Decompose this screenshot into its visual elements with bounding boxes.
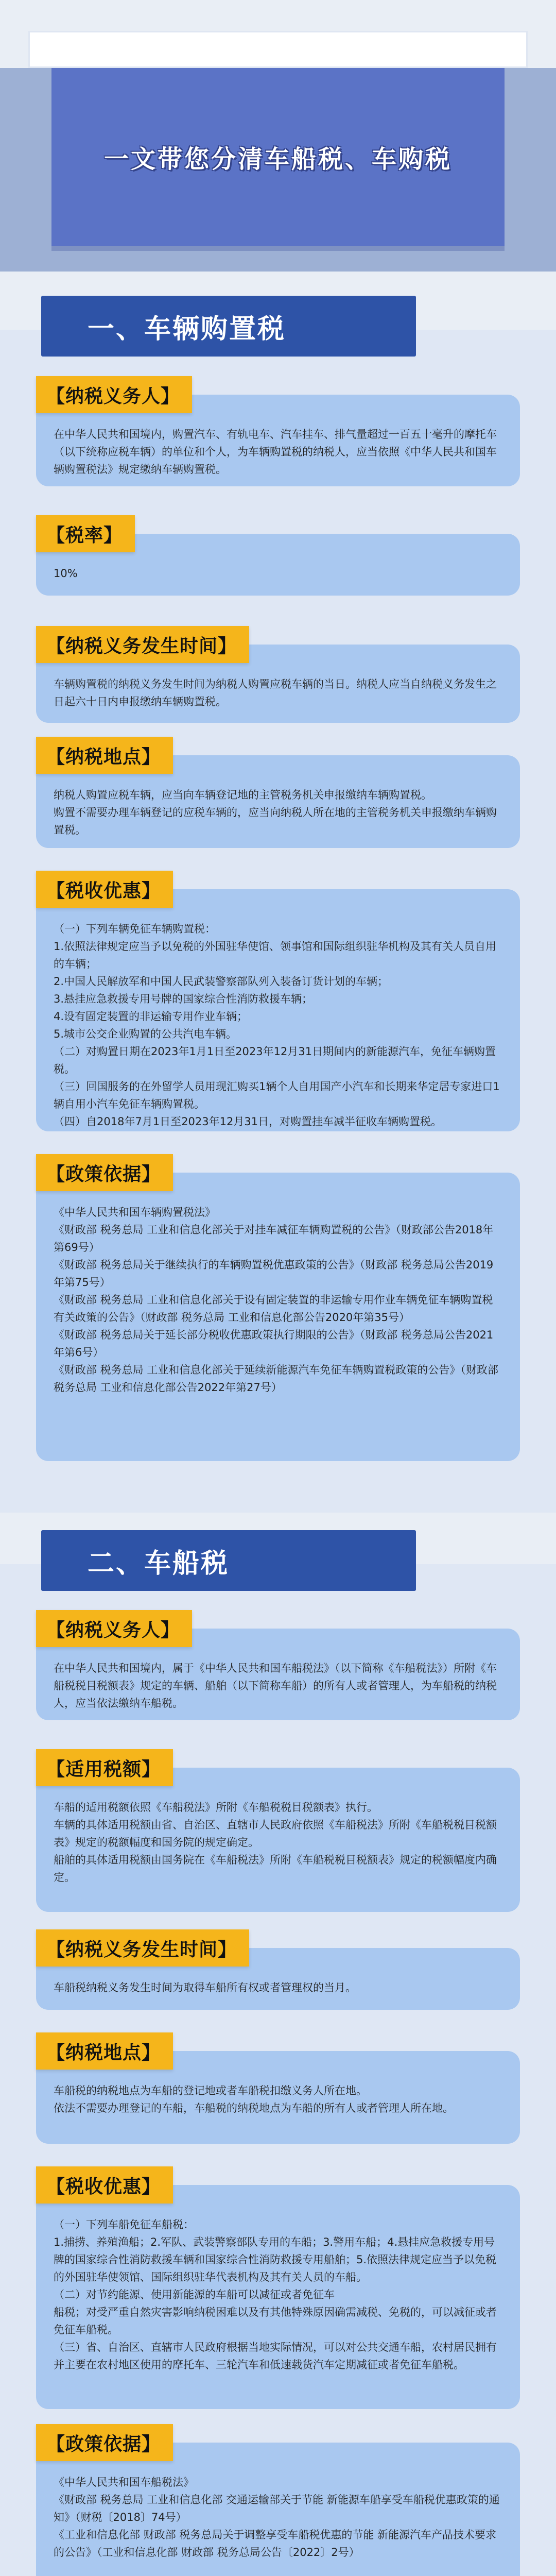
paragraph: 车辆的具体适用税额由省、自治区、直辖市人民政府依照《车船税法》所附《车船税税目税额表》规定的税额幅度和国务院的规定确定。 — [54, 1819, 497, 1849]
paragraph: 在中华人民共和国境内，购置汽车、有轨电车、汽车挂车、排气量超过一百五十毫升的摩托车（以下统称应税车辆）的单位和个人，为车辆购置税的纳税人，应当依照《中华人民共和国车辆购置税法》规定缴纳车辆购置税。 — [54, 428, 497, 476]
paragraph: 车船税的纳税地点为车船的登记地或者车船税扣缴义务人所在地。 — [54, 2084, 367, 2097]
paragraph: 车船的适用税额依照《车船税法》所附《车船税税目税额表》执行。 — [54, 1801, 378, 1814]
card-label: 【适用税额】 — [36, 1749, 173, 1786]
paragraph: 《工业和信息化部 财政部 税务总局关于调整享受车船税优惠的节能 新能源汽车产品技术要求的公告》（工业和信息化部 财政部 税务总局公告〔2022〕2号） — [54, 2529, 497, 2558]
paragraph: （一）下列车船免征车船税： — [54, 2218, 194, 2231]
card-label: 【纳税义务发生时间】 — [36, 626, 249, 663]
paragraph: 船税；对受严重自然灾害影响纳税困难以及有其他特殊原因确需减税、免税的，可以减征或者免征车船税。 — [54, 2306, 497, 2336]
section-title: 二、车船税 — [88, 1548, 230, 1579]
paragraph: 《财政部 税务总局关于延长部分税收优惠政策执行期限的公告》（财政部 税务总局公告2021年第6号） — [54, 1329, 494, 1359]
card-label: 【纳税义务人】 — [36, 1610, 192, 1647]
card-label: 【政策依据】 — [36, 1154, 173, 1191]
paragraph: 5.城市公交企业购置的公共汽电车辆。 — [54, 1028, 237, 1040]
paragraph: （二）对节约能源、使用新能源的车船可以减征或者免征车 — [54, 2289, 335, 2301]
top-bar — [28, 31, 528, 68]
card-label: 【税收优惠】 — [36, 871, 173, 908]
paragraph: 车船税纳税义务发生时间为取得车船所有权或者管理权的当月。 — [54, 1981, 356, 1994]
paragraph: 《财政部 税务总局 工业和信息化部关于设有固定装置的非运输专用作业车辆免征车辆购置税有关政策的公告》（财政部 税务总局 工业和信息化部公告2020年第35号） — [54, 1294, 493, 1324]
page-title: 一文带您分清车船税、车购税 — [103, 145, 452, 174]
paragraph: 《中华人民共和国车船税法》 — [54, 2476, 194, 2488]
paragraph: 《中华人民共和国车辆购置税法》 — [54, 1206, 216, 1218]
paragraph: 《财政部 税务总局关于继续执行的车辆购置税优惠政策的公告》（财政部 税务总局公告2019年第75号） — [54, 1259, 494, 1289]
paragraph: （三）省、自治区、直辖市人民政府根据当地实际情况，可以对公共交通车船，农村居民拥有并主要在农村地区使用的摩托车、三轮汽车和低速载货汽车定期减征或者免征车船税。 — [54, 2341, 497, 2371]
paragraph: 1.捕捞、养殖渔船；2.军队、武装警察部队专用的车船；3.警用车船；4.悬挂应急救援专用号牌的国家综合性消防救援车辆和国家综合性消防救援专用船舶；5.依照法律规定应当予以免税的外国驻华使领馆、国际组织驻华代表机构及其有关人员的车船。 — [54, 2236, 497, 2283]
section-header-vehicle-vessel-tax — [41, 1530, 416, 1591]
paragraph: 2.中国人民解放军和中国人民武装警察部队列入装备订货计划的车辆； — [54, 975, 389, 988]
paragraph: （三）回国服务的在外留学人员用现汇购买1辆个人自用国产小汽车和长期来华定居专家进口1辆自用小汽车免征车辆购置税。 — [54, 1080, 500, 1110]
section-header-vehicle-purchase-tax — [41, 296, 416, 357]
paragraph: 1.依照法律规定应当予以免税的外国驻华使馆、领事馆和国际组织驻华机构及其有关人员自用的车辆； — [54, 940, 497, 970]
card-label: 【纳税地点】 — [36, 2032, 173, 2070]
paragraph: 车辆购置税的纳税义务发生时间为纳税人购置应税车辆的当日。纳税人应当自纳税义务发生之日起六十日内申报缴纳车辆购置税。 — [54, 678, 497, 708]
card-body — [36, 1768, 520, 1912]
paragraph: 船舶的具体适用税额由国务院在《车船税法》所附《车船税税目税额表》规定的税额幅度内确定。 — [54, 1854, 497, 1884]
card-label: 【税收优惠】 — [36, 2166, 173, 2204]
paragraph: 《财政部 税务总局 工业和信息化部关于对挂车减征车辆购置税的公告》（财政部公告2018年第69号） — [54, 1224, 494, 1253]
paragraph: 10% — [54, 567, 78, 580]
card-body — [36, 2185, 520, 2409]
paragraph: 购置不需要办理车辆登记的应税车辆的，应当向纳税人所在地的主管税务机关申报缴纳车辆购置税。 — [54, 806, 497, 836]
title-banner — [51, 68, 505, 246]
paragraph: 《财政部 税务总局 工业和信息化部 交通运输部关于节能 新能源车船享受车船税优惠政策的通知》（财税〔2018〕74号） — [54, 2494, 500, 2523]
paragraph: （四）自2018年7月1日至2023年12月31日，对购置挂车减半征收车辆购置税。 — [54, 1115, 442, 1128]
section-title: 一、车辆购置税 — [88, 313, 286, 345]
paragraph: （二）对购置日期在2023年1月1日至2023年12月31日期间内的新能源汽车，免征车辆购置税。 — [54, 1045, 496, 1075]
paragraph: （一）下列车辆免征车辆购置税： — [54, 923, 216, 935]
paragraph: 纳税人购置应税车辆，应当向车辆登记地的主管税务机关申报缴纳车辆购置税。 — [54, 789, 432, 801]
card-label: 【政策依据】 — [36, 2424, 173, 2461]
card-label: 【纳税地点】 — [36, 737, 173, 774]
paragraph: 依法不需要办理登记的车船，车船税的纳税地点为车船的所有人或者管理人所在地。 — [54, 2102, 454, 2114]
paragraph: 在中华人民共和国境内，属于《中华人民共和国车船税法》（以下简称《车船税法》）所附《车船税税目税额表》规定的车辆、船舶（以下简称车船）的所有人或者管理人，为车船税的纳税人，应当依法缴纳车船税。 — [54, 1662, 497, 1709]
paragraph: 3.悬挂应急救援专用号牌的国家综合性消防救援车辆； — [54, 993, 313, 1005]
card-label: 【纳税义务人】 — [36, 376, 192, 413]
paragraph: 《财政部 税务总局 工业和信息化部关于延续新能源汽车免征车辆购置税政策的公告》（财政部 税务总局 工业和信息化部公告2022年第27号） — [54, 1364, 498, 1394]
card-label: 【纳税义务发生时间】 — [36, 1929, 249, 1967]
card-body — [36, 2443, 520, 2576]
card-body — [36, 889, 520, 1131]
card-body — [36, 1173, 520, 1461]
paragraph: 4.设有固定装置的非运输专用作业车辆； — [54, 1010, 248, 1023]
card-label: 【税率】 — [36, 515, 135, 552]
